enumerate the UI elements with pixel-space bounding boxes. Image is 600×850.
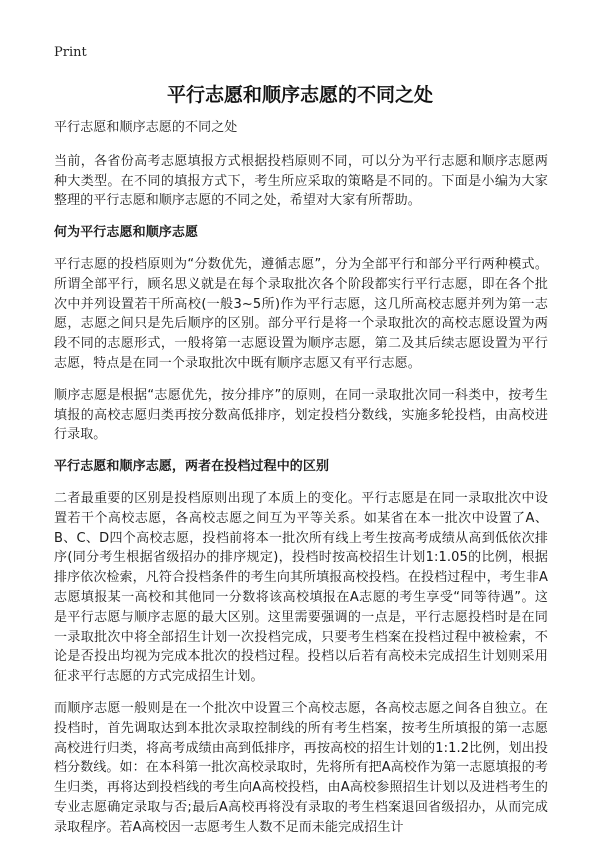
section-heading: 何为平行志愿和顺序志愿	[54, 225, 199, 241]
section-heading: 平行志愿和顺序志愿，两者在投档过程中的区别	[54, 459, 330, 475]
paragraph: 而顺序志愿一般则是在一个批次中设置三个高校志愿，各高校志愿之间各自独立。在投档时，首先调取达到本批次录取控制线的所有考生档案，按考生所填报的第一志愿高校进行归类，将高考成绩由高到低排序，再按高校的招生计划的1:1.2比例，划出投档分数线。如：在本科第一批次高校录取时，先将所有把A高校作为第一志愿填报的考生归类，再将达到投档线的考生向A高校投档，由A高校参照招生计划以及进档考生的专业志愿确定录取与否;最后A高校再将没有录取的考生档案退回省级招办，从而完成录取程序。若A高校因一志愿考生人数不足而未能完成招生计	[54, 700, 548, 835]
article-subtitle: 平行志愿和顺序志愿的不同之处	[54, 120, 238, 135]
paragraph: 顺序志愿是根据“志愿优先，按分排序”的原则，在同一录取批次同一科类中，按考生填报的高校志愿归类再按分数高低排序，划定投档分数线，实施多轮投档，由高校进行录取。	[54, 387, 548, 443]
paragraph: 平行志愿的投档原则为“分数优先，遵循志愿”，分为全部平行和部分平行两种模式。所谓全部平行，顾名思义就是在每个录取批次各个阶段都实行平行志愿，即在各个批次中并列设置若干所高校(一般3~5所)作为平行志愿，这几所高校志愿并列为第一志愿，志愿之间只是先后顺序的区别。部分平行是将一个录取批次的高校志愿设置为两段不同的志愿形式，一般将第一志愿设置为顺序志愿，第二及其后续志愿设置为平行志愿，特点是在同一个录取批次中既有顺序志愿又有平行志愿。	[54, 256, 548, 371]
paragraph: 二者最重要的区别是投档原则出现了本质上的变化。平行志愿是在同一录取批次中设置若干个高校志愿，各高校志愿之间互为平等关系。如某省在本一批次中设置了A、B、C、D四个高校志愿，投档前将本一批次所有线上考生按高考成绩从高到低依次排序(同分考生根据省级招办的排序规定)，投档时按高校招生计划1:1.05的比例，根据排序依次检索，凡符合投档条件的考生向其所填报高校投档。在投档过程中，考生非A志愿填报某一高校和其他同一分数将该高校填报在A志愿的考生享受“同等待遇”。这是平行志愿与顺序志愿的最大区别。这里需要强调的一点是，平行志愿投档时是在同一录取批次中将全部招生计划一次投档完成，只要考生档案在投档过程中被检索，不论是否投出均视为完成本批次的投档过程。投档以后若有高校未完成招生计划则采用征求平行志愿的方式完成招生计划。	[54, 490, 548, 685]
intro-paragraph: 当前，各省份高考志愿填报方式根据投档原则不同，可以分为平行志愿和顺序志愿两种大类型。在不同的填报方式下，考生所应采取的策略是不同的。下面是小编为大家整理的平行志愿和顺序志愿的不同之处，希望对大家有所帮助。	[54, 153, 548, 209]
article-body	[54, 118, 548, 850]
page-title: 平行志愿和顺序志愿的不同之处	[166, 84, 433, 106]
print-link[interactable]: Print	[54, 45, 87, 60]
